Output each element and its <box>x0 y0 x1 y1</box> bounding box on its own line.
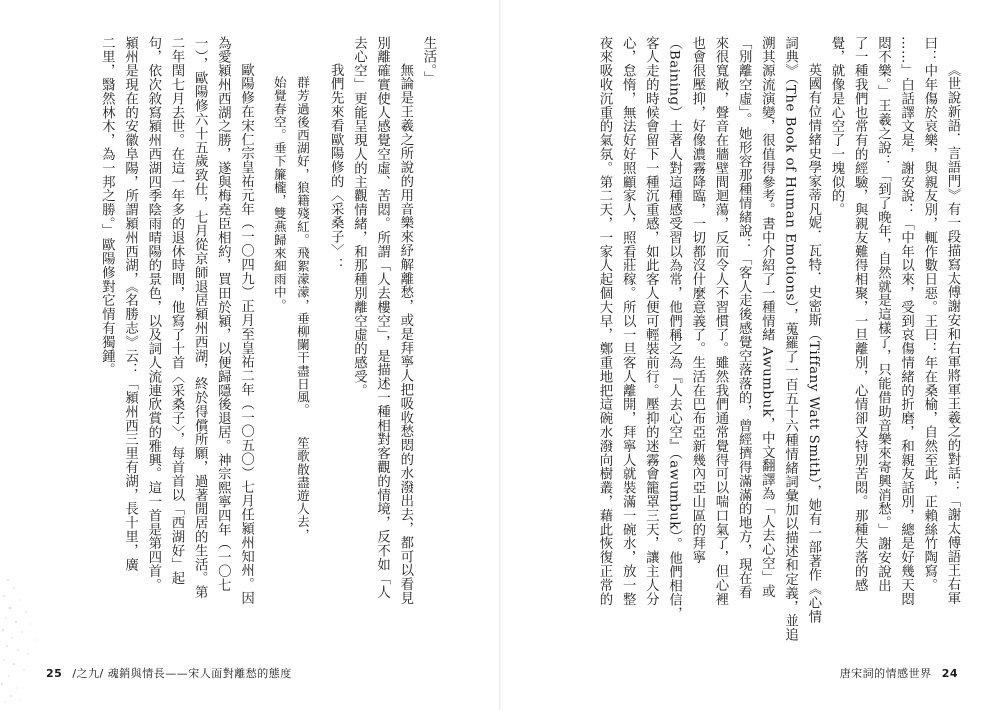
running-title: 唐宋詞的情感世界 <box>839 667 932 680</box>
spacer <box>314 36 324 611</box>
text-line: 為愛潁州西湖之勝，遂與梅堯臣相約，買田於潁，以便歸隱後退居。神宗熙寧四年（一〇七 <box>215 36 231 592</box>
text-line: 一），歐陽修六十五歲致仕，七月從京師退居潁州西湖，終於得償所願，過著閒居的生活。第 <box>192 36 208 600</box>
running-title: 魂銷與情長——宋人面對離愁的態度 <box>107 667 292 680</box>
text-line: 生活。」 <box>421 36 436 85</box>
text-line: 了一種我們也常有的經驗，與親友難得相聚，一旦離別，心情卻又特別苦悶。那種失落的感 <box>852 36 868 592</box>
text-line: 潁州是現在的安徽阜陽，所謂潁州西湖，《名勝志》云：「潁州西三里有湖，長十里，廣 <box>122 36 138 572</box>
text-line: 客人走的時候會留下一種沉重感，如此客人便可輕裝前行。壓抑的迷霧會籠罩三天，讓主人分 <box>643 36 659 606</box>
text-line: 悶不樂。」王羲之說：「到了晚年，自然就是這樣了，只能借助音樂來寄興消愁。」謝安說出 <box>875 36 891 593</box>
right-footer <box>840 665 964 681</box>
text-line: 夜來吸收沉重的氣氛。第二天，一家人起個大早，鄭重地把這碗水潑向樹叢，藉此恢復正常的 <box>596 36 612 606</box>
text-line: 也會很壓抑，好像濃霧降臨，一切都沒什麼意義了。生活在巴布亞新幾內亞山區的拜寧 <box>689 36 705 565</box>
right-page-text <box>593 36 964 642</box>
text-line: 歐陽修在宋仁宗皇祐元年（一〇四九）正月至皇祐二年（一〇五〇）七月任潁州知州。因 <box>238 62 254 605</box>
poem-line: 群芳過後西湖好，狼籍殘紅。飛絮濛濛，垂柳闌干盡日風。 笙歌散盡遊人去， <box>294 76 310 542</box>
left-page-text <box>95 36 440 611</box>
text-line: 詞典》（The Book of Human Emotions），蒐羅了一百五十六種情緒詞彙加以描述和定義，並追 <box>782 36 798 642</box>
text-line: 我們先來看歐陽修的〈采桑子〉： <box>328 62 344 272</box>
text-line: 曰：中年傷於哀樂，與親友別，輒作數日惡。王曰：年在桑榆，自然至此，正賴絲竹陶寫。 <box>921 36 937 592</box>
text-line: 去心空」更能呈現人的主觀情緒，和那種別離空虛的感受。 <box>351 36 367 398</box>
text-line: 心，怠惰，無法好好照顧家人，照看莊稼。所以一旦客人離開，拜寧人就裝滿一碗水，放一整 <box>620 36 636 606</box>
text-line: 覺，就像是心空了一塊似的。 <box>828 36 844 217</box>
series-label: /之九/ <box>72 667 104 680</box>
text-line: 無論是王羲之所說的用音樂來紓解離愁，或是拜寧人把吸收愁悶的水潑出去，都可以看見 <box>397 62 413 605</box>
decorative-speckle <box>0 560 70 710</box>
page-number: 25 <box>46 667 63 680</box>
text-line: 《世說新語．言語門》有一段描寫太傅謝安和右軍將軍王羲之的對話：「謝太傅語王右軍 <box>945 62 960 605</box>
text-line: 「別離空虛」。她形容那種情緒說：「客人走後感覺空落落的，曾經擠得滿滿的地方，現在看 <box>736 36 752 600</box>
left-footer <box>40 665 292 681</box>
text-line: 來很寬敞，聲音在牆壁間迴蕩，反而令人不習慣了。雖然我們通常覺得可以喘口氣了，但心裡 <box>712 36 728 606</box>
text-line: 二年閏七月去世。在這一年多的退休時間，他寫了十首〈采桑子〉，每首首以「西湖好」起 <box>168 36 184 586</box>
spacer <box>258 36 268 611</box>
right-page <box>500 0 1000 710</box>
text-line: （Baining）土著人對這種感受習以為常，他們稱之為『人去心空』（awumbuk）。他們相信， <box>666 36 682 621</box>
text-line: 英國有位情緒史學家蒂凡妮．瓦特．史密斯（Tiffany Watt Smith），她有一部著作《心情 <box>805 62 821 624</box>
text-line: ……」白話譯文是，謝安說：「中年以來，受到哀傷情緒的折磨，和親友話別，總是好幾天悶 <box>898 36 914 606</box>
text-line: 句，依次敘寫潁州西湖四季陰雨晴陽的景色，以及詞人流連欣賞的雅興。這一首是第四首。 <box>145 36 161 592</box>
text-line: 溯其源流演變，很值得參考。書中介紹了一種情緒 Awumbuk，中文翻譯為「人去心空」或 <box>759 36 775 598</box>
page-number: 24 <box>941 667 958 680</box>
poem-line: 始覺春空。垂下簾櫳，雙燕歸來細雨中。 <box>271 76 287 313</box>
text-line: 二里，翳然林木，為一邦之勝。」歐陽修對它情有獨鍾。 <box>99 36 115 377</box>
text-line: 別離確實使人感覺空虛、苦悶。所謂「人去樓空」，是描述一種相對客觀的情境，反不如「人 <box>374 36 390 600</box>
